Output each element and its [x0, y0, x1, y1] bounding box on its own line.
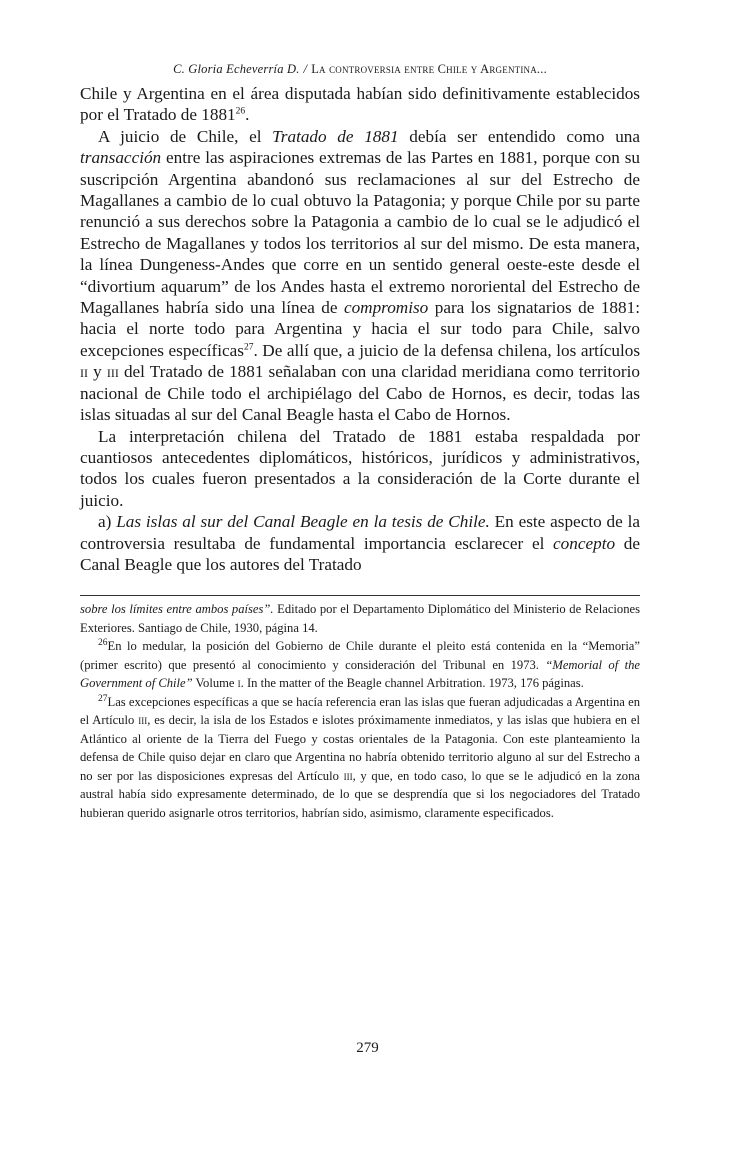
text-span: de Canal Beagle que los autores del Tratado: [80, 533, 640, 574]
text-span: . De allí que, a juicio de la defensa chilena, los artículos: [253, 340, 641, 360]
footnote-27: [80, 693, 640, 823]
text-span: En este aspecto de la controversia resultaba de fundamental importancia esclarecer el: [80, 512, 640, 553]
text-span: Chile y Argentina en el área disputada habían sido definitivamente establecidos por el Tratado de 1881: [80, 84, 640, 125]
roman-numeral: iii: [138, 713, 148, 728]
footnotes: [80, 595, 640, 822]
roman-numeral: ii: [80, 362, 88, 382]
section-heading: Las islas al sur del Canal Beagle en la tesis de Chile.: [116, 512, 490, 532]
italic-span: Tratado de 1881: [272, 126, 399, 146]
footnote-26: [80, 637, 640, 693]
body-text: [80, 83, 640, 575]
paragraph-interpretation: La interpretación chilena del Tratado de 1881 estaba respaldada por cuantiosos antecedentes diplomáticos, históricos, jurídicos y administrativos, todos los cuales fueron presentados a la consideración de la Corte durante el juicio.: [80, 426, 640, 510]
roman-numeral: iii: [106, 362, 119, 382]
text-span: .: [245, 105, 250, 125]
text-span: Las excepciones específicas a que se hacía referencia eran las islas que fueran adjudicadas a Argentina en el Artículo: [80, 694, 640, 728]
text-span: A juicio de Chile, el: [98, 126, 273, 146]
footnote-ref-27: 27: [243, 342, 254, 353]
running-head-separator: /: [303, 62, 308, 76]
italic-span: sobre los límites entre ambos países”.: [80, 602, 274, 617]
footnote-ref-26: 26: [235, 106, 246, 117]
roman-numeral: i: [237, 676, 241, 691]
italic-span: compromiso: [343, 298, 429, 318]
text-span: , es decir, la isla de los Estados e islotes próximamente inmediatos, y las islas que hubiera en el Atlántico al oriente de la Tierra del Fuego y costas orientales de la Patagonia. Con este planteamiento la defensa de Chile quiso dejar en claro que Argentina no habría obtenido territorio alguno al sur del Estrecho a no ser por las disposiciones expresas del Artículo: [80, 713, 640, 783]
text-span: . In the matter of the Beagle channel Arbitration. 1973, 176 páginas.: [240, 676, 584, 691]
text-span: , y que, en todo caso, lo que se le adjudicó en la zona austral había sido expresamente determinado, de lo que se desprendía que si los negociadores del Tratado hubieran querido asignarle otros territorios, habrían sido, asimismo, claramente especificados.: [80, 768, 640, 820]
page-number: 279: [356, 1040, 379, 1056]
text-span: para los signatarios de 1881: hacia el norte todo para Argentina y hacia el sur todo para Chile, salvo excepciones específicas: [80, 298, 640, 360]
running-head: [80, 62, 640, 77]
running-head-author: C. Gloria Echeverría D.: [173, 62, 300, 76]
running-head-title: La controversia entre Chile y Argentina...: [311, 62, 547, 76]
text-span: a): [98, 512, 117, 532]
text-span: En lo medular, la posición del Gobierno de Chile durante el pleito está contenida en la “Memoria” (primer escrito) que presentó al conocimiento y consideración del Tribunal en 1973.: [80, 639, 640, 672]
italic-span: “Memorial of the Government of Chile”: [80, 657, 640, 691]
text-span: entre las aspiraciones extremas de las Partes en 1881, porque con su suscripción Argentina abandonó sus reclamaciones al sur del Estrecho de Magallanes a cambio de lo cual obtuvo la Patagonia; y porque Chile por su parte renunció a sus derechos sobre la Patagonia a cambio de lo cual se le adjudicó el Estrecho de Magallanes y todos los territorios al sur del mismo. De esta manera, la línea Dungeness-Andes que corre en un sentido general oeste-este desde el “divortium aquarum” de los Andes hasta el extremo nororiental del Estrecho de Magallanes habría sido una línea de: [80, 148, 640, 318]
footnote-number: 27: [98, 693, 108, 704]
paragraph-section-a: [80, 511, 640, 575]
text-span: Editado por el Departamento Diplomático del Ministerio de Relaciones Exteriores. Santiago de Chile, 1930, página 14.: [80, 602, 640, 635]
paragraph-chile-view: [80, 126, 640, 426]
paragraph-continuation: [80, 83, 640, 126]
italic-span: transacción: [80, 148, 162, 168]
text-span: del Tratado de 1881 señalaban con una claridad meridiana como territorio nacional de Chile todo el archipiélago del Cabo de Hornos, es decir, todas las islas situadas al sur del Canal Beagle hasta el Cabo de Hornos.: [80, 362, 641, 425]
text-span: debía ser entendido como una: [398, 126, 641, 146]
footnote-continuation: [80, 600, 640, 637]
italic-span: concepto: [553, 533, 616, 553]
footnote-number: 26: [98, 638, 108, 649]
roman-numeral: iii: [343, 768, 353, 783]
text-span: Volume: [192, 676, 238, 691]
text-span: y: [88, 362, 107, 382]
document-page: [80, 62, 640, 822]
